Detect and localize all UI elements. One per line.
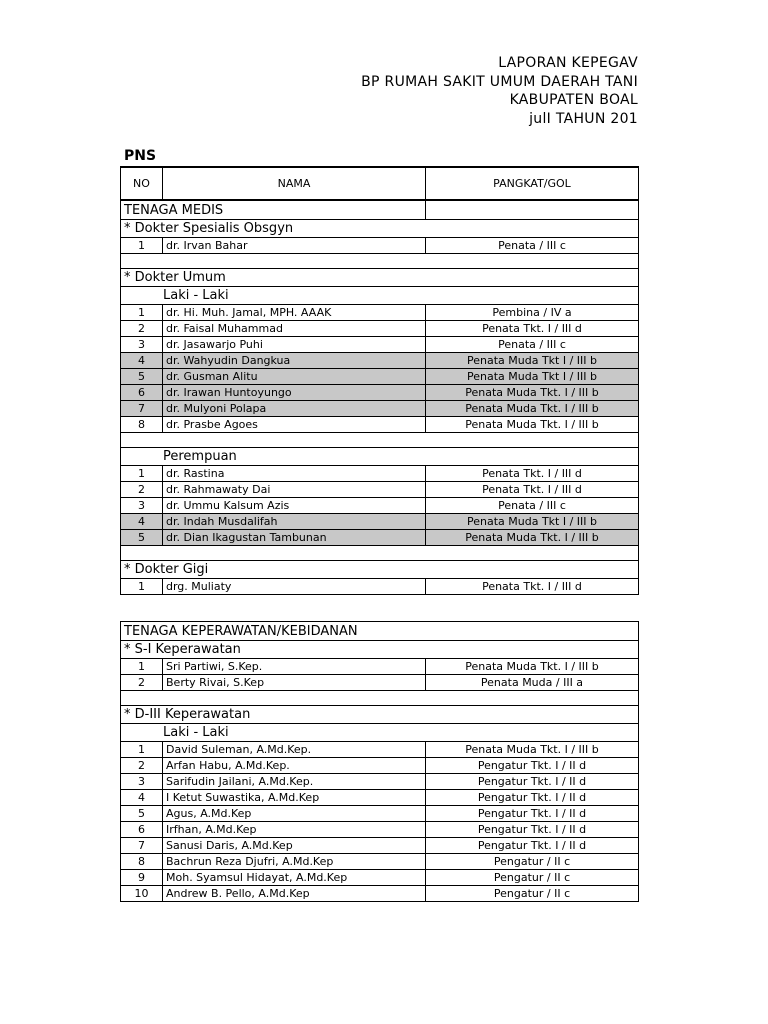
row-number: 3 [121, 774, 163, 790]
table-row [121, 838, 639, 854]
category-row [121, 220, 639, 238]
employee-rank: Pengatur Tkt. I / II d [426, 838, 639, 854]
subcategory-row [121, 448, 639, 466]
employee-name: Sarifudin Jailani, A.Md.Kep. [163, 774, 426, 790]
empty-cell [121, 691, 639, 706]
employee-name: Moh. Syamsul Hidayat, A.Md.Kep [163, 870, 426, 886]
employee-name: dr. Prasbe Agoes [163, 417, 426, 433]
employee-name: Agus, A.Md.Kep [163, 806, 426, 822]
column-header-nama: NAMA [163, 167, 426, 200]
row-number: 1 [121, 579, 163, 595]
row-number: 5 [121, 369, 163, 385]
employee-name: dr. Wahyudin Dangkua [163, 353, 426, 369]
table-row [121, 466, 639, 482]
employee-rank: Penata Muda Tkt. I / III b [426, 385, 639, 401]
employee-rank: Penata Muda Tkt I / III b [426, 353, 639, 369]
row-number: 4 [121, 790, 163, 806]
employee-name: dr. Hi. Muh. Jamal, MPH. AAAK [163, 305, 426, 321]
row-number: 3 [121, 498, 163, 514]
keperawatan-table [120, 621, 639, 902]
table-row [121, 742, 639, 758]
employee-name: dr. Jasawarjo Puhi [163, 337, 426, 353]
row-number: 1 [121, 466, 163, 482]
table-row [121, 385, 639, 401]
row-number: 4 [121, 353, 163, 369]
row-number: 1 [121, 238, 163, 254]
employee-name: Arfan Habu, A.Md.Kep. [163, 758, 426, 774]
table-row [121, 806, 639, 822]
employee-name: dr. Rastina [163, 466, 426, 482]
hospital-name: BP RUMAH SAKIT UMUM DAERAH TANI [361, 73, 638, 90]
section-title-row [121, 200, 639, 220]
category-title: * S-I Keperawatan [121, 641, 639, 659]
row-number: 1 [121, 659, 163, 675]
employee-rank: Pengatur Tkt. I / II d [426, 790, 639, 806]
blank-row [121, 691, 639, 706]
employee-name: dr. Indah Musdalifah [163, 514, 426, 530]
category-title: * Dokter Umum [121, 269, 639, 287]
table-row [121, 369, 639, 385]
category-title: * Dokter Spesialis Obsgyn [121, 220, 639, 238]
category-row [121, 706, 639, 724]
employee-name: dr. Mulyoni Polapa [163, 401, 426, 417]
subcategory-title: Laki - Laki [121, 287, 639, 305]
employee-rank: Penata Muda Tkt. I / III b [426, 401, 639, 417]
table-row [121, 886, 639, 902]
table-row [121, 321, 639, 337]
employee-name: dr. Ummu Kalsum Azis [163, 498, 426, 514]
empty-cell [121, 433, 639, 448]
employee-rank: Penata Tkt. I / III d [426, 321, 639, 337]
column-header-no: NO [121, 167, 163, 200]
table-row [121, 854, 639, 870]
row-number: 2 [121, 758, 163, 774]
category-row [121, 561, 639, 579]
employee-rank: Penata / III c [426, 238, 639, 254]
category-row [121, 269, 639, 287]
employee-name: dr. Gusman Alitu [163, 369, 426, 385]
employee-rank: Penata Muda Tkt. I / III b [426, 659, 639, 675]
employee-rank: Penata Tkt. I / III d [426, 482, 639, 498]
report-title: LAPORAN KEPEGAV [498, 55, 638, 71]
table-row [121, 822, 639, 838]
subcategory-row [121, 724, 639, 742]
table-row [121, 579, 639, 595]
column-header-row [121, 167, 639, 200]
table-row [121, 514, 639, 530]
blank-row [121, 254, 639, 269]
table-row [121, 353, 639, 369]
table-row [121, 675, 639, 691]
table-row [121, 790, 639, 806]
employee-rank: Pembina / IV a [426, 305, 639, 321]
employee-rank: Pengatur Tkt. I / II d [426, 806, 639, 822]
employee-rank: Penata / III c [426, 337, 639, 353]
employee-name: Bachrun Reza Djufri, A.Md.Kep [163, 854, 426, 870]
employee-rank: Pengatur / II c [426, 870, 639, 886]
employee-name: dr. Faisal Muhammad [163, 321, 426, 337]
section-title-row [121, 622, 639, 641]
row-number: 5 [121, 530, 163, 546]
empty-cell [426, 200, 639, 220]
row-number: 8 [121, 854, 163, 870]
section-title: TENAGA KEPERAWATAN/KEBIDANAN [121, 622, 639, 641]
table-row [121, 482, 639, 498]
employee-rank: Penata Muda Tkt I / III b [426, 369, 639, 385]
row-number: 3 [121, 337, 163, 353]
row-number: 8 [121, 417, 163, 433]
blank-row [121, 546, 639, 561]
row-number: 7 [121, 401, 163, 417]
row-number: 5 [121, 806, 163, 822]
employee-rank: Pengatur Tkt. I / II d [426, 822, 639, 838]
table-row [121, 337, 639, 353]
table-row [121, 774, 639, 790]
row-number: 2 [121, 321, 163, 337]
subcategory-title: Perempuan [121, 448, 639, 466]
employee-name: Berty Rivai, S.Kep [163, 675, 426, 691]
employee-name: Sanusi Daris, A.Md.Kep [163, 838, 426, 854]
category-title: * D-III Keperawatan [121, 706, 639, 724]
employee-rank: Penata Tkt. I / III d [426, 466, 639, 482]
pns-label: PNS [124, 148, 157, 164]
row-number: 2 [121, 482, 163, 498]
employee-name: dr. Rahmawaty Dai [163, 482, 426, 498]
row-number: 6 [121, 385, 163, 401]
table-row [121, 530, 639, 546]
employee-name: drg. Muliaty [163, 579, 426, 595]
table-row [121, 401, 639, 417]
employee-rank: Penata Tkt. I / III d [426, 579, 639, 595]
employee-rank: Pengatur Tkt. I / II d [426, 774, 639, 790]
category-row [121, 641, 639, 659]
employee-name: Sri Partiwi, S.Kep. [163, 659, 426, 675]
employee-rank: Pengatur / II c [426, 886, 639, 902]
employee-name: dr. Dian Ikagustan Tambunan [163, 530, 426, 546]
empty-cell [121, 254, 639, 269]
employee-name: Irfhan, A.Md.Kep [163, 822, 426, 838]
report-period: julI TAHUN 201 [529, 110, 638, 127]
table-row [121, 870, 639, 886]
report-header [361, 54, 638, 128]
employee-rank: Penata Muda Tkt. I / III b [426, 417, 639, 433]
subcategory-row [121, 287, 639, 305]
empty-cell [121, 546, 639, 561]
row-number: 10 [121, 886, 163, 902]
row-number: 1 [121, 305, 163, 321]
employee-rank: Pengatur Tkt. I / II d [426, 758, 639, 774]
employee-rank: Penata Muda Tkt. I / III b [426, 742, 639, 758]
employee-rank: Penata Muda / III a [426, 675, 639, 691]
medis-table [120, 166, 639, 595]
category-title: * Dokter Gigi [121, 561, 639, 579]
row-number: 7 [121, 838, 163, 854]
table-row [121, 417, 639, 433]
table-row [121, 498, 639, 514]
regency-name: KABUPATEN BOAL [509, 92, 638, 108]
employee-name: David Suleman, A.Md.Kep. [163, 742, 426, 758]
employee-rank: Penata Muda Tkt I / III b [426, 514, 639, 530]
employee-name: dr. Irawan Huntoyungo [163, 385, 426, 401]
subcategory-title: Laki - Laki [121, 724, 639, 742]
table-row [121, 659, 639, 675]
row-number: 4 [121, 514, 163, 530]
table-row [121, 758, 639, 774]
section-title: TENAGA MEDIS [121, 200, 426, 220]
employee-rank: Penata Muda Tkt. I / III b [426, 530, 639, 546]
table-row [121, 238, 639, 254]
table-row [121, 305, 639, 321]
employee-name: I Ketut Suwastika, A.Md.Kep [163, 790, 426, 806]
employee-name: dr. Irvan Bahar [163, 238, 426, 254]
blank-row [121, 433, 639, 448]
row-number: 2 [121, 675, 163, 691]
employee-name: Andrew B. Pello, A.Md.Kep [163, 886, 426, 902]
row-number: 1 [121, 742, 163, 758]
employee-rank: Pengatur / II c [426, 854, 639, 870]
row-number: 6 [121, 822, 163, 838]
column-header-pangkat: PANGKAT/GOL [426, 167, 639, 200]
employee-rank: Penata / III c [426, 498, 639, 514]
row-number: 9 [121, 870, 163, 886]
